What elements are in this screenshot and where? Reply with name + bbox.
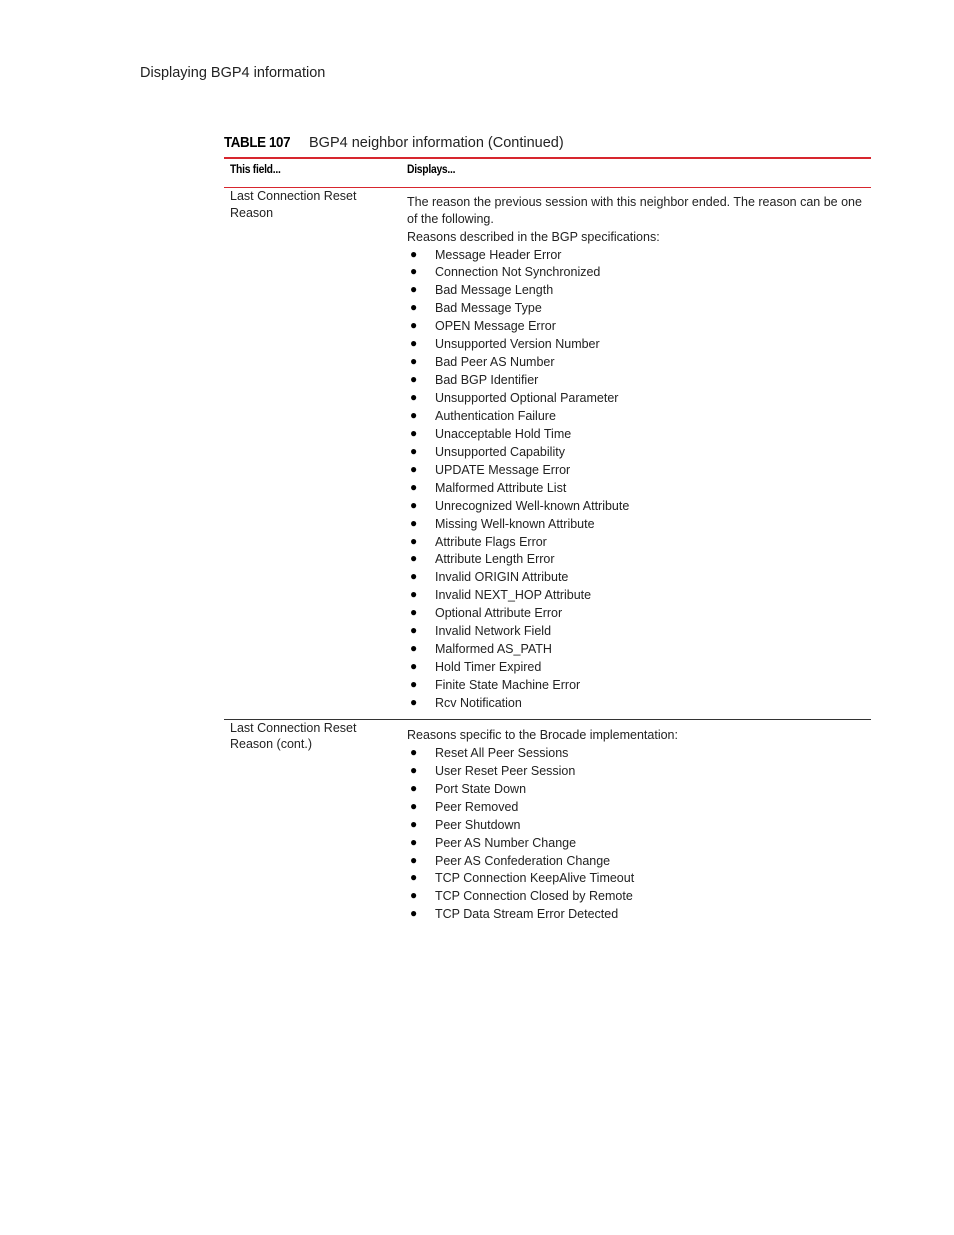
list-item-text: Rcv Notification [435, 695, 522, 710]
list-item-text: Malformed AS_PATH [435, 642, 552, 657]
list-item-text: Invalid Network Field [435, 624, 552, 639]
list-item [407, 318, 867, 336]
column-header-displays: Displays... [407, 164, 456, 176]
row-description [407, 727, 871, 924]
list-item [407, 444, 867, 462]
list-item [407, 835, 867, 853]
list-item-text: Message Header Error [435, 247, 562, 262]
list-item-text: Peer Shutdown [435, 817, 521, 832]
list-item-text: Finite State Machine Error [435, 678, 581, 692]
bullet-icon: ● [410, 677, 418, 691]
bgp4-neighbor-table [224, 157, 871, 924]
list-item-text: Unrecognized Well-known Attribute [435, 498, 630, 513]
bullet-icon: ● [410, 461, 418, 476]
row-field-name: Last Connection Reset Reason [230, 189, 357, 220]
bullet-icon: ● [410, 497, 418, 512]
list-item-text: Attribute Flags Error [435, 534, 547, 549]
description-paragraph: The reason the previous session with this neighbor ended. The reason can be one of the following. [407, 195, 862, 226]
bullet-icon: ● [410, 551, 418, 566]
list-item-text: Authentication Failure [435, 408, 556, 423]
bullet-icon: ● [410, 888, 418, 903]
list-item [407, 906, 867, 924]
table-header-row [224, 159, 871, 187]
bullet-icon: ● [410, 264, 418, 279]
bullet-icon: ● [410, 390, 418, 404]
list-item [407, 264, 867, 282]
bullet-icon: ● [410, 246, 418, 261]
list-item-text: Unsupported Optional Parameter [435, 391, 619, 405]
list-item [407, 354, 867, 372]
table-caption [224, 135, 871, 155]
bullet-icon: ● [410, 533, 418, 548]
bullet-icon: ● [410, 870, 418, 885]
list-item-text: Connection Not Synchronized [435, 265, 601, 280]
bullet-icon: ● [410, 425, 418, 440]
bullet-icon: ● [410, 816, 418, 831]
column-header-field: This field... [230, 164, 281, 176]
table-title: BGP4 neighbor information (Continued) [309, 135, 564, 151]
list-item [407, 745, 867, 763]
list-item-text: Reset All Peer Sessions [435, 745, 569, 760]
bullet-icon: ● [410, 587, 418, 602]
reason-list [407, 247, 867, 713]
list-item [407, 551, 867, 569]
bullet-icon: ● [410, 407, 418, 422]
list-item [407, 817, 867, 835]
list-item [407, 587, 867, 605]
list-item-text: OPEN Message Error [435, 319, 556, 334]
list-item-text: Invalid ORIGIN Attribute [435, 570, 569, 585]
list-item [407, 641, 867, 659]
bullet-icon: ● [410, 780, 418, 795]
list-item-text: UPDATE Message Error [435, 462, 571, 477]
list-item [407, 498, 867, 516]
list-item [407, 799, 867, 817]
list-item-text: Bad Message Type [435, 301, 542, 316]
list-item [407, 853, 867, 871]
row-description [407, 194, 871, 713]
table-row [224, 188, 871, 719]
list-item [407, 247, 867, 265]
bullet-icon: ● [410, 694, 418, 709]
reason-list [407, 745, 867, 924]
bullet-icon: ● [410, 623, 418, 638]
bullet-icon: ● [410, 372, 418, 387]
bullet-icon: ● [410, 336, 418, 351]
list-item-text: TCP Connection Closed by Remote [435, 889, 633, 904]
bullet-icon: ● [410, 318, 418, 333]
list-item-text: Attribute Length Error [435, 552, 555, 567]
list-item-text: Port State Down [435, 781, 527, 796]
list-item [407, 870, 867, 888]
list-item-text: Optional Attribute Error [435, 606, 563, 621]
list-item [407, 300, 867, 318]
list-item-text: Hold Timer Expired [435, 660, 542, 675]
list-item [407, 763, 867, 781]
bullet-icon: ● [410, 798, 418, 813]
list-item [407, 516, 867, 534]
list-item-text: Unacceptable Hold Time [435, 426, 572, 441]
bullet-icon: ● [410, 569, 418, 584]
list-item-text: TCP Data Stream Error Detected [435, 907, 619, 922]
list-item [407, 623, 867, 641]
bullet-icon: ● [410, 852, 418, 867]
bullet-icon: ● [410, 744, 418, 759]
bullet-icon: ● [410, 443, 418, 458]
list-item-text: Bad Peer AS Number [435, 355, 555, 370]
list-item [407, 372, 867, 390]
list-item-text: Peer AS Number Change [435, 835, 577, 850]
bullet-icon: ● [410, 354, 418, 369]
list-item [407, 569, 867, 587]
bullet-icon: ● [410, 641, 418, 656]
list-item-text: User Reset Peer Session [435, 763, 576, 778]
bullet-icon: ● [410, 834, 418, 849]
list-item [407, 336, 867, 354]
table-number: TABLE 107 [224, 135, 291, 151]
list-item [407, 480, 867, 498]
running-header: Displaying BGP4 information [140, 65, 326, 81]
table-row [224, 720, 871, 924]
description-paragraph: Reasons described in the BGP specifications: [407, 229, 660, 244]
list-item [407, 462, 867, 480]
list-item [407, 408, 867, 426]
bullet-icon: ● [410, 300, 418, 315]
list-item [407, 282, 867, 300]
list-item [407, 659, 867, 677]
bullet-icon: ● [410, 659, 418, 674]
list-item [407, 677, 867, 695]
bullet-icon: ● [410, 515, 418, 530]
list-item [407, 888, 867, 906]
list-item [407, 426, 867, 444]
list-item [407, 781, 867, 799]
bullet-icon: ● [410, 282, 418, 297]
bullet-icon: ● [410, 906, 418, 921]
list-item-text: TCP Connection KeepAlive Timeout [435, 871, 635, 886]
description-paragraph: Reasons specific to the Brocade implementation: [407, 727, 678, 742]
list-item-text: Invalid NEXT_HOP Attribute [435, 588, 592, 603]
list-item [407, 605, 867, 623]
list-item-text: Peer AS Confederation Change [435, 853, 611, 868]
list-item [407, 695, 867, 713]
bullet-icon: ● [410, 762, 418, 777]
list-item [407, 390, 867, 408]
bullet-icon: ● [410, 605, 418, 620]
list-item-text: Malformed Attribute List [435, 480, 567, 495]
list-item-text: Missing Well-known Attribute [435, 516, 595, 531]
list-item [407, 534, 867, 552]
row-field-name: Last Connection Reset Reason (cont.) [230, 720, 357, 752]
list-item-text: Unsupported Version Number [435, 337, 600, 352]
list-item-text: Peer Removed [435, 799, 519, 814]
list-item-text: Bad Message Length [435, 283, 554, 298]
bullet-icon: ● [410, 479, 418, 494]
list-item-text: Unsupported Capability [435, 444, 565, 459]
list-item-text: Bad BGP Identifier [435, 373, 539, 388]
